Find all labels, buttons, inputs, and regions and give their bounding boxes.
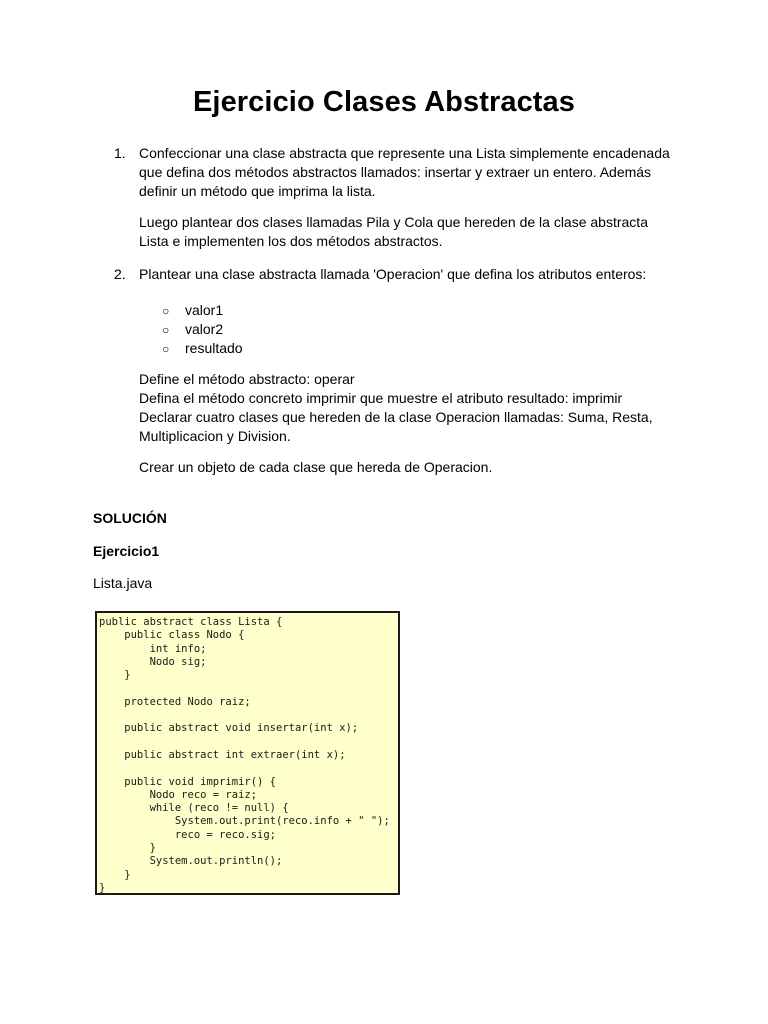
bullet-icon: ○ (162, 323, 170, 337)
bullet-item (162, 320, 223, 340)
bullet-item (162, 339, 243, 359)
bullet-text: valor2 (185, 321, 224, 337)
code-line: public abstract void insertar(int x); (99, 722, 359, 735)
code-listing (95, 611, 400, 895)
item-1-paragraph-2: Luego plantear dos clases llamadas Pila y Cola que hereden de la clase abstracta Lista e implementen los dos métodos abstractos. (139, 214, 648, 249)
item-2-description (139, 370, 699, 446)
code-line: public void imprimir() { (99, 775, 277, 788)
code-line (99, 709, 396, 722)
code-line: while (reco != null) { (99, 802, 289, 815)
item-1-paragraph-1: Confeccionar una clase abstracta que represente una Lista simplemente encadenada que defina dos métodos abstractos llamados: insertar y extraer un entero. Además definir un método que imprima la lista. (139, 145, 670, 199)
code-line: System.out.println(); (99, 855, 283, 868)
list-item-1 (139, 144, 679, 201)
code-line: protected Nodo raiz; (99, 695, 251, 708)
code-line: public class Nodo { (99, 629, 245, 642)
code-line: } (99, 881, 106, 894)
code-line (99, 736, 396, 749)
list-item-number: 1. (114, 145, 126, 161)
item-2-closing (139, 458, 699, 477)
code-line: } (99, 868, 131, 881)
list-item-1-continued (139, 213, 679, 251)
closing-line: Crear un objeto de cada clase que hereda de Operacion. (139, 459, 493, 475)
code-line: public abstract class Lista { (99, 616, 283, 628)
code-line (99, 682, 396, 695)
code-line: reco = reco.sig; (99, 828, 277, 841)
code-line: int info; (99, 642, 207, 655)
solution-heading: SOLUCIÓN (93, 510, 167, 526)
list-item-2 (139, 265, 699, 284)
item-2-paragraph-1: Plantear una clase abstracta llamada 'Operacion' que defina los atributos enteros: (139, 266, 647, 282)
code-line: Nodo sig; (99, 655, 207, 668)
code-line: Nodo reco = raiz; (99, 788, 258, 801)
code-line: public abstract int extraer(int x); (99, 748, 346, 761)
bullet-icon: ○ (162, 342, 170, 356)
code-line: } (99, 669, 131, 682)
bullet-text: resultado (185, 340, 243, 356)
description-line: Declarar cuatro clases que hereden de la clase Operacion llamadas: Suma, Resta, Multiplicacion y Division. (139, 409, 653, 444)
file-name-label: Lista.java (93, 575, 153, 591)
description-line: Define el método abstracto: operar (139, 371, 355, 387)
bullet-item (162, 301, 223, 321)
document-title: Ejercicio Clases Abstractas (192, 86, 576, 118)
code-line (99, 762, 396, 775)
bullet-text: valor1 (185, 302, 224, 318)
code-line: System.out.print(reco.info + " "); (99, 815, 390, 828)
description-line: Defina el método concreto imprimir que muestre el atributo resultado: imprimir (139, 390, 623, 406)
exercise-heading: Ejercicio1 (93, 543, 160, 559)
bullet-icon: ○ (162, 304, 170, 318)
code-line: } (99, 842, 156, 855)
list-item-number: 2. (114, 266, 126, 282)
